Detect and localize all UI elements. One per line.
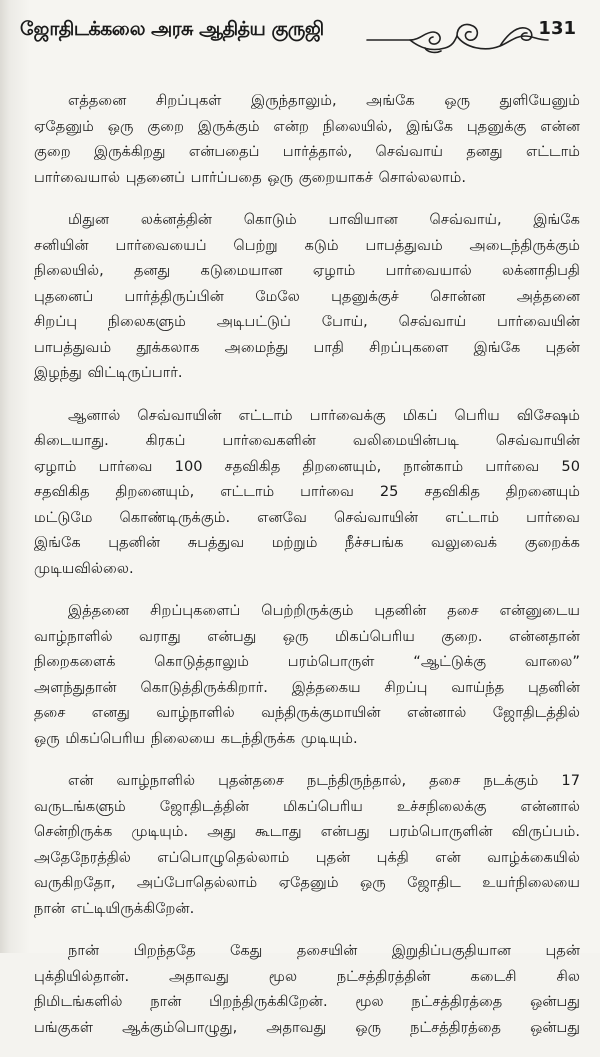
text-line: அதேநேரத்தில் எப்பொழுதெல்லாம் புதன் புக்தி என் வாழ்க்கையில் <box>34 848 580 866</box>
text-line: சிறப்பு நிலைகளும் அடிபட்டுப் போய், செவ்வாய் பார்வையின் <box>34 313 580 330</box>
text-line: பங்குகள் ஆக்கும்பொழுது, அதாவது ஒரு நட்சத்திரத்தை ஒன்பது <box>34 1018 580 1036</box>
text-line: தசை எனது வாழ்நாளில் வந்திருக்குமாயின் என்னால் ஜோதிடத்தில் <box>34 704 580 721</box>
text-line: வாழ்நாளில் வராது என்பது ஒரு மிகப்பெரிய குறை. என்னதான் <box>34 627 580 645</box>
paragraph <box>34 403 580 582</box>
text-line: இத்தனை சிறப்புகளைப் பெற்றிருக்கும் புதனின் தசை என்னுடைய <box>68 602 580 619</box>
text-line: நான் பிறந்ததே கேது தசையின் இறுதிப்பகுதியான புதன் <box>68 942 580 959</box>
text-line: நிறைகளைக் கொடுத்தாலும் பரம்பொருள் “ஆட்டுக்கு வாலை” <box>34 653 580 670</box>
text-line: நான் எட்டியிருக்கிறேன். <box>34 899 195 917</box>
text-line: ஏழாம் பார்வை 100 சதவிகித திறனையும், நான்காம் பார்வை 50 <box>34 457 580 475</box>
text-line: வருகிறதோ, அப்போதெல்லாம் ஏதேனும் ஒரு ஜோதிட உயர்நிலையை <box>34 874 580 891</box>
text-line: அளந்துதான் கொடுத்திருக்கிறார். இத்தகைய சிறப்பு வாய்ந்த புதனின் <box>34 678 580 696</box>
text-line: சனியின் பார்வையைப் பெற்று கடும் பாபத்துவம் அடைந்திருக்கும் <box>34 236 580 254</box>
text-line: நிமிடங்களில் நான் பிறந்திருக்கிறேன். மூல நட்சத்திரத்தை ஒன்பது <box>34 993 580 1010</box>
text-line: ஒரு மிகப்பெரிய நிலையை கடந்திருக்க முடியும். <box>34 729 358 747</box>
text-line: ஆனால் செவ்வாயின் எட்டாம் பார்வைக்கு மிகப் பெரிய விசேஷம் <box>68 406 580 424</box>
text-line: நிலையில், தனது கடுமையான ஏழாம் பார்வையால் லக்னாதிபதி <box>34 262 580 279</box>
paragraph <box>34 768 580 921</box>
text-line: மட்டுமே கொண்டிருக்கும். எனவே செவ்வாயின் எட்டாம் பார்வை <box>34 508 580 526</box>
text-line: பார்வையால் புதனைப் பார்ப்பதை ஒரு குறையாகச் சொல்லலாம். <box>34 168 467 186</box>
flourish-ornament-icon <box>365 18 550 58</box>
text-line: புதனைப் பார்த்திருப்பின் மேலே புதனுக்குச் சொன்ன அத்தனை <box>34 287 580 305</box>
paragraph <box>34 88 580 190</box>
page-header <box>20 14 580 58</box>
paragraph <box>34 207 580 386</box>
text-line: கிடையாது. கிரகப் பார்வைகளின் வலிமையின்படி செவ்வாயின் <box>34 432 580 449</box>
text-line: என் வாழ்நாளில் புதன்தசை நடந்திருந்தால், தசை நடக்கும் 17 <box>68 772 580 789</box>
paragraph <box>34 938 580 1040</box>
text-line: இங்கே புதனின் சுபத்துவ மற்றும் நீச்சபங்க வலுவைக் குறைக்க <box>34 534 580 551</box>
text-line: குறை இருக்கிறது என்பதைப் பார்த்தால், செவ்வாய் தனது எட்டாம் <box>34 143 580 160</box>
paragraph <box>34 598 580 751</box>
text-line: வருடங்களும் ஜோதிடத்தின் மிகப்பெரிய உச்சநிலைக்கு என்னால் <box>34 797 580 815</box>
text-line: முடியவில்லை. <box>34 559 134 577</box>
text-line: எத்தனை சிறப்புகள் இருந்தாலும், அங்கே ஒரு துளியேனும் <box>68 92 580 109</box>
page-number: 131 <box>538 18 576 39</box>
text-line: புக்தியில்தான். அதாவது மூல நட்சத்திரத்தின் கடைசி சில <box>34 967 580 985</box>
text-line: இழந்து விட்டிருப்பார். <box>34 364 183 381</box>
text-line: சென்றிருக்க முடியும். அது கூடாது என்பது பரம்பொருளின் விருப்பம். <box>34 823 580 840</box>
text-line: மிதுன லக்னத்தின் கொடும் பாவியான செவ்வாய், இங்கே <box>68 211 580 228</box>
text-line: சதவிகித திறனையும், எட்டாம் பார்வை 25 சதவிகித திறனையும் <box>34 483 580 500</box>
running-title: ஜோதிடக்கலை அரசு ஆதித்ய குருஜி <box>20 18 324 40</box>
body-text <box>34 88 580 1057</box>
text-line: ஏதேனும் ஒரு குறை இருக்கும் என்ற நிலையில், இங்கே புதனுக்கு என்ன <box>34 117 580 135</box>
text-line: பாபத்துவம் தூக்கலாக அமைந்து பாதி சிறப்புகளை இங்கே புதன் <box>34 338 580 356</box>
